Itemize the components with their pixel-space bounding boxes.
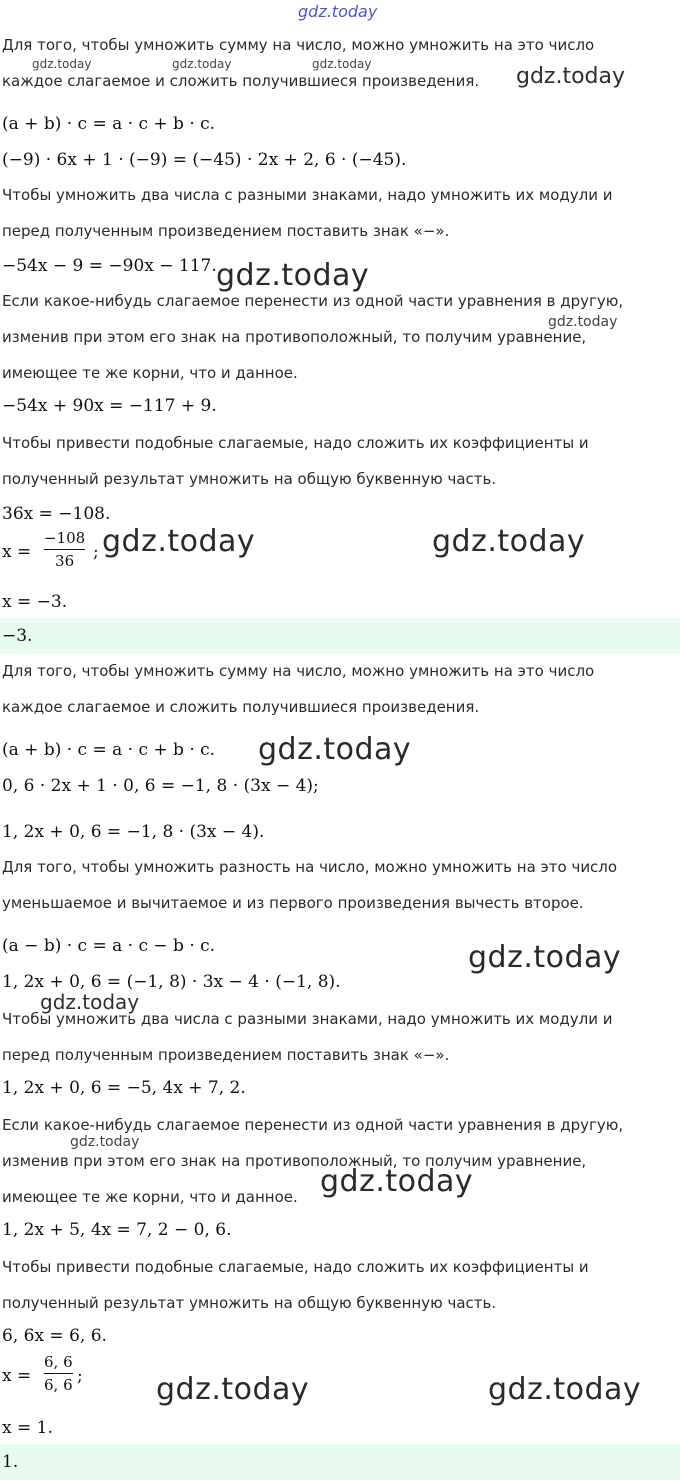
answer-band (0, 618, 680, 654)
rule-text: Для того, чтобы умножить сумму на число, можно умножить на это число (2, 662, 595, 680)
watermark-big: gdz.today (488, 1372, 642, 1407)
watermark-small: gdz.today (172, 57, 232, 71)
formula: (a + b) · c = a · c + b · c. (2, 114, 216, 134)
fraction-numerator: −108 (44, 529, 86, 547)
fraction-end: ; (93, 542, 99, 562)
rule-text: перед полученным произведением поставить знак «−». (2, 1046, 450, 1064)
rule-text: каждое слагаемое и сложить получившиеся произведения. (2, 698, 480, 716)
fraction-lhs: x = (2, 1366, 32, 1386)
fraction-lhs: x = (2, 542, 32, 562)
rule-text: имеющее те же корни, что и данное. (2, 364, 298, 382)
watermark-small: gdz.today (312, 57, 372, 71)
rule-text: изменив при этом его знак на противоположный, то получим уравнение, (2, 328, 587, 346)
fraction-bar (44, 1373, 73, 1374)
watermark-big: gdz.today (102, 524, 256, 559)
equation-line: 0, 6 · 2x + 1 · 0, 6 = −1, 8 · (3x − 4); (2, 776, 319, 796)
fraction (44, 528, 85, 571)
watermark-big: gdz.today (432, 524, 586, 559)
rule-text: перед полученным произведением поставить знак «−». (2, 222, 450, 240)
watermark-medium: gdz.today (516, 64, 626, 89)
watermark-big: gdz.today (320, 1164, 474, 1199)
rule-text: Чтобы умножить два числа с разными знаками, надо умножить их модули и (2, 186, 613, 204)
fraction (44, 1352, 73, 1395)
watermark-medium: gdz.today (40, 990, 140, 1014)
equation-line: −54x + 90x = −117 + 9. (2, 396, 217, 416)
rule-text: Если какое-нибудь слагаемое перенести из одной части уравнения в другую, (2, 1116, 624, 1134)
fraction-bar (44, 549, 85, 550)
equation-line: 1, 2x + 0, 6 = (−1, 8) · 3x − 4 · (−1, 8). (2, 972, 341, 992)
equation-line: 36x = −108. (2, 504, 111, 524)
rule-text: Для того, чтобы умножить сумму на число, можно умножить на это число (2, 36, 595, 54)
answer: −3. (2, 626, 33, 646)
rule-text: изменив при этом его знак на противоположный, то получим уравнение, (2, 1152, 587, 1170)
rule-text: Чтобы умножить два числа с разными знаками, надо умножить их модули и (2, 1010, 613, 1028)
formula: (a − b) · c = a · c − b · c. (2, 936, 216, 956)
watermark-top: gdz.today (298, 2, 378, 21)
rule-text: Если какое-нибудь слагаемое перенести из одной части уравнения в другую, (2, 292, 624, 310)
watermark-small: gdz.today (32, 57, 92, 71)
rule-text: полученный результат умножить на общую буквенную часть. (2, 1294, 497, 1312)
equation-line: 1, 2x + 0, 6 = −1, 8 · (3x − 4). (2, 822, 265, 842)
watermark-big: gdz.today (258, 732, 412, 767)
equation-line: −54x − 9 = −90x − 117. (2, 256, 217, 276)
rule-text: Чтобы привести подобные слагаемые, надо сложить их коэффициенты и (2, 1258, 589, 1276)
equation-line: 1, 2x + 5, 4x = 7, 2 − 0, 6. (2, 1220, 232, 1240)
rule-text: каждое слагаемое и сложить получившиеся произведения. (2, 72, 480, 90)
fraction-numerator: 6, 6 (44, 1353, 73, 1371)
watermark-small: gdz.today (548, 314, 618, 330)
watermark-big: gdz.today (468, 940, 622, 975)
rule-text: полученный результат умножить на общую буквенную часть. (2, 470, 497, 488)
equation-line: x = −3. (2, 592, 68, 612)
answer: 1. (2, 1452, 19, 1472)
fraction-denominator: 6, 6 (44, 1376, 73, 1394)
rule-text: имеющее те же корни, что и данное. (2, 1188, 298, 1206)
formula: (a + b) · c = a · c + b · c. (2, 740, 216, 760)
watermark-big: gdz.today (156, 1372, 310, 1407)
equation-line: (−9) · 6x + 1 · (−9) = (−45) · 2x + 2, 6 · (−45). (2, 150, 407, 170)
watermark-big: gdz.today (216, 258, 370, 293)
equation-line: 6, 6x = 6, 6. (2, 1326, 107, 1346)
watermark-small: gdz.today (70, 1134, 140, 1150)
fraction-end: ; (77, 1366, 83, 1386)
equation-line: 1, 2x + 0, 6 = −5, 4x + 7, 2. (2, 1078, 246, 1098)
rule-text: Чтобы привести подобные слагаемые, надо сложить их коэффициенты и (2, 434, 589, 452)
equation-line: x = 1. (2, 1418, 53, 1438)
rule-text: уменьшаемое и вычитаемое и из первого произведения вычесть второе. (2, 894, 584, 912)
fraction-denominator: 36 (55, 552, 75, 570)
rule-text: Для того, чтобы умножить разность на число, можно умножить на это число (2, 858, 618, 876)
answer-band (0, 1444, 680, 1480)
